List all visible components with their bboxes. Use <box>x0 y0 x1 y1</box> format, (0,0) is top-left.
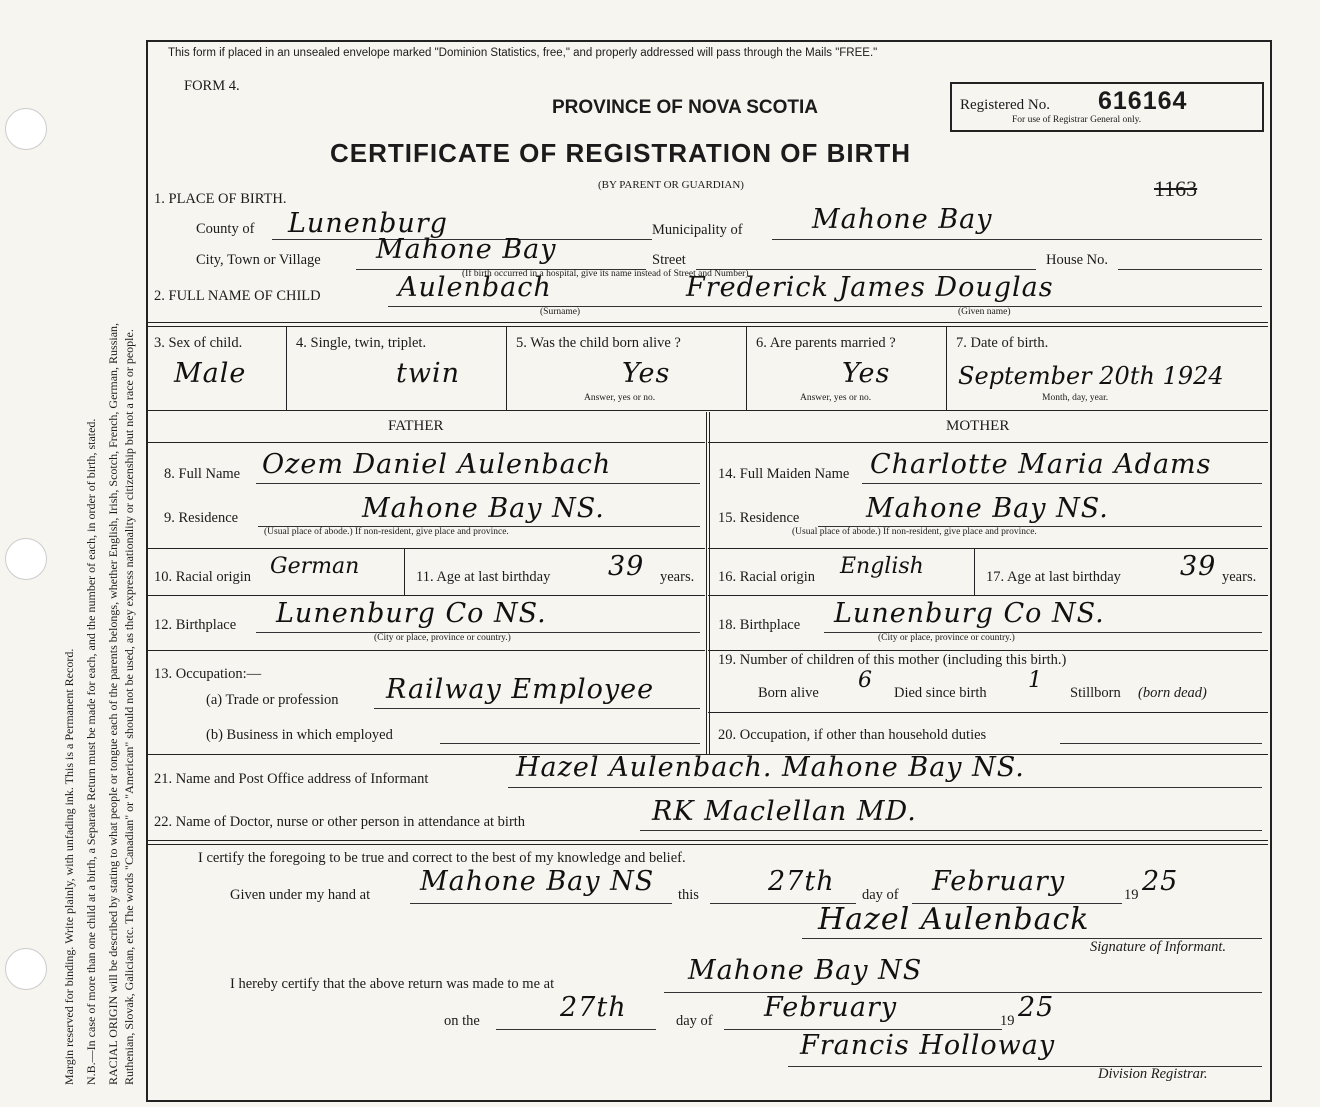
plurality-value: twin <box>396 358 460 389</box>
form-number: FORM 4. <box>184 78 240 94</box>
father-birthplace-label: 12. Birthplace <box>154 617 237 633</box>
municipality-label: Municipality of <box>652 222 743 238</box>
given-month-value: February <box>932 866 1066 897</box>
registered-number: 616164 <box>1098 87 1188 115</box>
hereby-label: I hereby certify that the above return was made to me at <box>230 976 555 992</box>
margin-note-racial-origin: RACIAL ORIGIN will be described by stating to what people or tongue each of the parents belongs, whether English, Irish, Scotch, French, German, Russian, <box>106 322 120 1085</box>
father-birthplace-value: Lunenburg Co NS. <box>276 598 547 629</box>
mother-race-label: 16. Racial origin <box>718 569 816 585</box>
reg-year-prefix: 19 <box>1000 1013 1015 1029</box>
father-abode-caption: (Usual place of abode.) If non-resident, give place and province. <box>264 527 509 537</box>
registrar-note: For use of Registrar General only. <box>1012 115 1142 125</box>
born-dead-caption: (born dead) <box>1138 685 1207 701</box>
died-since-label: Died since birth <box>894 685 987 701</box>
mother-residence-value: Mahone Bay NS. <box>866 493 1109 524</box>
died-since-value: 1 <box>1028 668 1042 693</box>
doctor-value: RK Maclellan MD. <box>652 796 917 827</box>
father-heading: FATHER <box>388 418 444 434</box>
mother-heading: MOTHER <box>946 418 1010 434</box>
county-label: County of <box>196 221 255 237</box>
registered-label: Registered No. <box>960 97 1050 113</box>
doctor-label: 22. Name of Doctor, nurse or other person in attendance at birth <box>154 814 526 830</box>
informant-value: Hazel Aulenbach. Mahone Bay NS. <box>516 752 1025 783</box>
informant-label: 21. Name and Post Office address of Informant <box>154 771 429 787</box>
municipality-value: Mahone Bay <box>812 204 993 235</box>
registrar-signature: Francis Holloway <box>800 1030 1056 1061</box>
mother-name-value: Charlotte Maria Adams <box>870 449 1212 480</box>
full-name-label: 2. FULL NAME OF CHILD <box>154 288 321 304</box>
father-name-label: 8. Full Name <box>164 466 241 482</box>
business-label: (b) Business in which employed <box>206 727 393 743</box>
mother-name-label: 14. Full Maiden Name <box>718 466 850 482</box>
reg-day-of-label: day of <box>676 1013 713 1029</box>
given-place-value: Mahone Bay NS <box>420 866 655 897</box>
city-value: Mahone Bay <box>376 234 557 265</box>
division-registrar-caption: Division Registrar. <box>1098 1066 1208 1082</box>
father-race-value: German <box>270 554 360 579</box>
margin-note-multiple-births: N.B.—In case of more than one child at a birth, a Separate Return must be made for each, and the number of each, in order of birth, stated. <box>84 418 98 1085</box>
given-name-value: Frederick James Douglas <box>686 272 1054 303</box>
binder-hole <box>5 108 47 150</box>
father-race-label: 10. Racial origin <box>154 569 252 585</box>
mother-birthplace-label: 18. Birthplace <box>718 617 801 633</box>
province-title: PROVINCE OF NOVA SCOTIA <box>552 97 819 118</box>
answer-caption-5: Answer, yes or no. <box>584 393 656 403</box>
registration-month-value: February <box>764 992 898 1023</box>
postal-notice: This form if placed in an unsealed envelope marked "Dominion Statistics, free," and properly addressed will pass through the Mails "FREE." <box>168 47 878 59</box>
dob-caption: Month, day, year. <box>1042 393 1109 403</box>
married-label: 6. Are parents married ? <box>756 335 896 351</box>
mother-birthplace-value: Lunenburg Co NS. <box>834 598 1105 629</box>
surname-caption: (Surname) <box>540 307 581 317</box>
father-residence-label: 9. Residence <box>164 510 239 526</box>
plurality-label: 4. Single, twin, triplet. <box>296 335 427 351</box>
father-birthplace-caption: (City or place, province or country.) <box>374 633 511 643</box>
children-label: 19. Number of children of this mother (including this birth.) <box>718 652 1067 668</box>
stillborn-label: Stillborn <box>1070 685 1121 701</box>
mother-age-label: 17. Age at last birthday <box>986 569 1121 585</box>
born-alive-count-label: Born alive <box>758 685 819 701</box>
margin-note-binding: Margin reserved for binding. Write plainly, with unfading ink. This is a Permanent Record. <box>62 648 76 1085</box>
certificate-title: CERTIFICATE OF REGISTRATION OF BIRTH <box>330 138 912 168</box>
mother-residence-label: 15. Residence <box>718 510 800 526</box>
dob-label: 7. Date of birth. <box>956 335 1049 351</box>
old-number: 1163 <box>1154 176 1198 201</box>
surname-value: Aulenbach <box>398 272 552 303</box>
married-value: Yes <box>842 358 891 389</box>
registration-place-value: Mahone Bay NS <box>688 955 923 986</box>
given-name-caption: (Given name) <box>958 307 1011 317</box>
city-label: City, Town or Village <box>196 252 321 268</box>
given-under-label: Given under my hand at <box>230 887 371 903</box>
father-years-label: years. <box>660 569 695 585</box>
this-label: this <box>678 887 699 903</box>
mother-age-value: 39 <box>1180 551 1217 582</box>
margin-note-nationality: Ruthenian, Slovak, Galician, etc. The words "Canadian" or "American" should not be used, as they express nationality or citizenship but not a race or people. <box>122 329 136 1085</box>
mother-race-value: English <box>840 554 924 579</box>
informant-signature-caption: Signature of Informant. <box>1090 939 1227 955</box>
given-year-prefix: 19 <box>1124 887 1139 903</box>
binder-hole <box>5 538 47 580</box>
house-no-label: House No. <box>1046 252 1109 268</box>
mother-abode-caption: (Usual place of abode.) If non-resident, give place and province. <box>792 527 1037 537</box>
born-alive-label: 5. Was the child born alive ? <box>516 335 681 351</box>
father-age-value: 39 <box>608 551 645 582</box>
county-value: Lunenburg <box>288 208 448 239</box>
place-of-birth-heading: 1. PLACE OF BIRTH. <box>154 191 287 207</box>
trade-value: Railway Employee <box>386 674 655 705</box>
on-the-label: on the <box>444 1013 480 1029</box>
dob-value: September 20th 1924 <box>958 362 1224 390</box>
street-label: Street <box>652 252 686 268</box>
certificate-subtitle: (BY PARENT OR GUARDIAN) <box>598 179 744 191</box>
sex-value: Male <box>174 358 247 389</box>
born-alive-count-value: 6 <box>858 668 872 693</box>
trade-label: (a) Trade or profession <box>206 692 339 708</box>
informant-signature: Hazel Aulenback <box>818 902 1090 937</box>
born-alive-value: Yes <box>622 358 671 389</box>
father-name-value: Ozem Daniel Aulenbach <box>262 449 612 480</box>
day-of-label: day of <box>862 887 899 903</box>
given-day-value: 27th <box>768 866 835 897</box>
binder-hole <box>5 948 47 990</box>
mother-years-label: years. <box>1222 569 1257 585</box>
father-age-label: 11. Age at last birthday <box>416 569 551 585</box>
hospital-note: (If birth occurred in a hospital, give its name instead of Street and Number) <box>462 269 749 279</box>
mother-occupation-label: 20. Occupation, if other than household duties <box>718 727 987 743</box>
certify-statement: I certify the foregoing to be true and correct to the best of my knowledge and belief. <box>198 850 686 866</box>
registration-day-value: 27th <box>560 992 627 1023</box>
given-year-value: 25 <box>1142 866 1179 897</box>
answer-caption-6: Answer, yes or no. <box>800 393 872 403</box>
father-residence-value: Mahone Bay NS. <box>362 493 605 524</box>
sex-label: 3. Sex of child. <box>154 335 243 351</box>
registration-year-value: 25 <box>1018 992 1055 1023</box>
occupation-label: 13. Occupation:— <box>154 666 262 682</box>
mother-birthplace-caption: (City or place, province or country.) <box>878 633 1015 643</box>
